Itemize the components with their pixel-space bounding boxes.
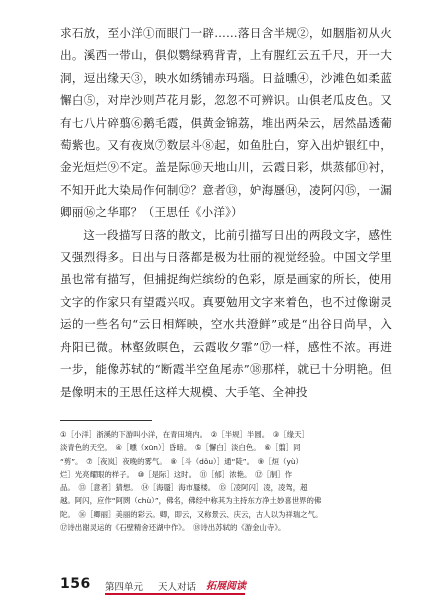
commentary-paragraph: 这一段描写日落的散文，比前引描写日出的两段文字，感性又强烈得多。日出与日落都是极为壮丽的视觉经验。中国文学里虽也常有描写，但捕捉绚烂缤纷的色彩，原是画家的所长，使用文字的作家只有望霞兴叹。真要勉用文字来着色，也不过像谢灵运的一些名句“云日相辉映，空水共澄鲜”或是“出谷日尚早，入舟阳已微。林壑敛暝色，云霞收夕霏”⑰一样，感性不浓。再进一步，能像苏轼的“断霞半空鱼尾赤”⑱那样，就已十分明艳。但是像明末的王思任这样大规模、大手笔、全神投 xyxy=(60,227,392,399)
page-footer xyxy=(60,576,400,594)
footnote-line: ①［小洋］浙溪的下游叫小洋，在青田境内。 ②［半规］半圆。 ③［缘天］ xyxy=(60,430,309,439)
main-text xyxy=(60,22,392,403)
section-label: 拓展阅读 xyxy=(206,581,246,592)
footnote-line: ⑰诗出谢灵运的《石壁精舍还湖中作》。 ⑱诗出苏轼的《游金山寺》。 xyxy=(60,523,286,533)
unit-name: 天人对话 xyxy=(158,582,197,593)
footnote-line: 越。阿闪，应作“阿閦（chù）”，佛名，佛经中称其为主持东方净土妙喜世界的佛 xyxy=(60,496,322,506)
quoted-passage: 求石放，至小洋①而眼门一辟……落日含半规②，如胭脂初从火出。溪西一带山，俱似鹦绿鸦背青，上有腥红云五千尺，开一大洞，逗出缘天③，映水如绣铺赤玛瑙。日益曛④，沙滩色如柔蓝懈白⑤，对岸沙则芦花月影，忽忽不可辨识。山俱老瓜皮色。又有七八片碎翦⑥鹅毛霞，俱黄金锦荔，堆出两朵云，居然晶透葡萄紫也。又有夜岚⑦数层斗⑧起，如鱼肚白，穿入出炉银红中，金光烜烂⑨不定。盖是际⑩天地山川，云霞日彩，烘蒸郁⑪衬，不知开此大染局作何制⑫？意者⑬，妒海蜃⑭，凌阿闪⑮，一漏卿丽⑯之华耶？（王思任《小洋》） xyxy=(60,26,392,220)
footnote-line: 陀。 ⑯［卿丽］美丽的彩云。卿，即云，又称景云、庆云，古人以为祥瑞之气。 xyxy=(60,509,323,519)
footnote-divider xyxy=(60,420,152,421)
footnotes xyxy=(60,428,394,534)
footer-accent-bar xyxy=(105,593,245,595)
unit-label: 第四单元 xyxy=(105,582,144,593)
footnote-line: 烂］光亮耀眼的样子。 ⑩［是际］这时。 ⑪［郁］浓艳。 ⑫［制］作 xyxy=(60,469,293,479)
footnote-line: 品。 ⑬［意者］猜想。 ⑭［海蜃］海市蜃楼。 ⑮［凌阿闪］凌，凌驾，超 xyxy=(60,483,308,493)
page-number: 156 xyxy=(60,576,91,592)
footnote-line: “剪”。 ⑦［夜岚］夜晚的雾气。 ⑧［斗（dǒu）］通“陡”。 ⑨［烜（yù） xyxy=(60,456,303,466)
footnote-line: 淡青色的天空。 ④［曛（xūn）］昏暗。 ⑤［懈白］淡白色。 ⑥［翦］同 xyxy=(60,443,301,453)
